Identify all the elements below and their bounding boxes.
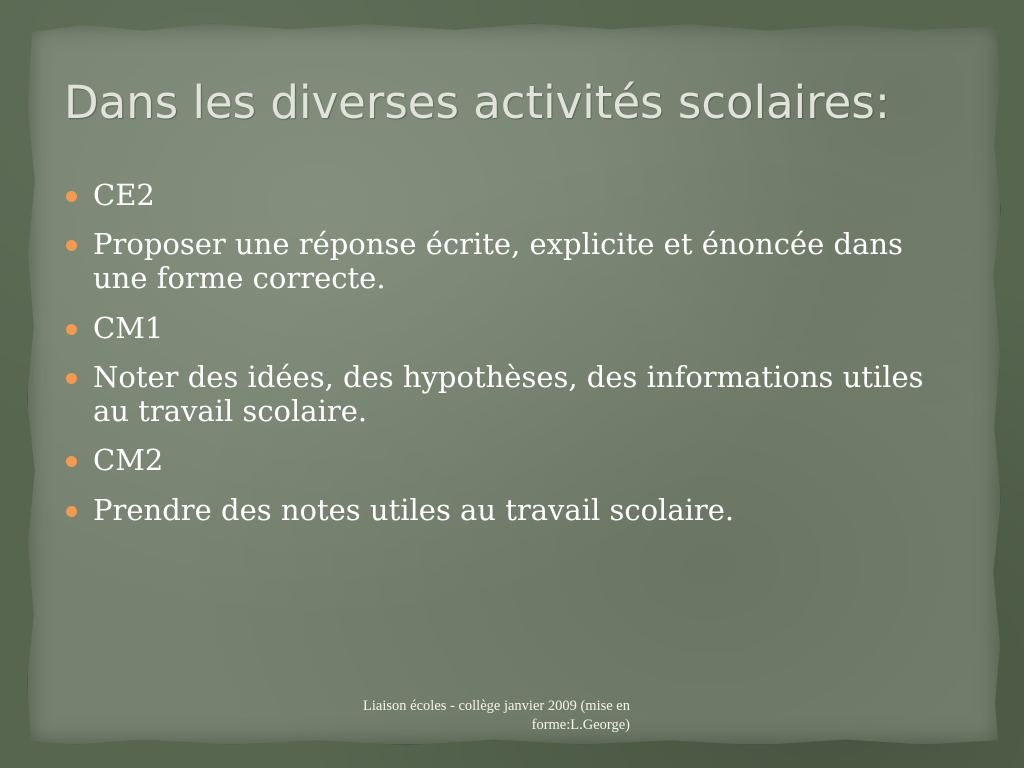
bullet-dot-icon	[66, 240, 77, 251]
bullet-list	[62, 178, 957, 542]
bullet-text: CE2	[93, 178, 155, 212]
bullet-item-cm2-objective	[62, 493, 957, 527]
footer-line: Liaison écoles - collège janvier 2009 (mise en	[363, 698, 630, 714]
bullet-item-ce2	[62, 178, 957, 212]
bullet-item-cm1-objective	[62, 360, 957, 428]
bullet-item-cm1	[62, 311, 957, 345]
bullet-dot-icon	[66, 456, 77, 467]
bullet-dot-icon	[66, 324, 77, 335]
bullet-text: CM2	[93, 443, 164, 478]
slide-title: Dans les diverses activités scolaires:	[64, 76, 890, 129]
bullet-text: Prendre des notes utiles au travail scolaire.	[93, 492, 735, 527]
slide-footer	[278, 697, 630, 734]
bullet-dot-icon	[66, 191, 77, 202]
footer-line: forme:L.George)	[531, 716, 630, 733]
bullet-dot-icon	[66, 506, 77, 517]
bullet-text: Proposer une réponse écrite, explicite et énoncée dans une forme correcte.	[93, 227, 903, 296]
bullet-item-ce2-objective	[62, 227, 957, 295]
bullet-item-cm2	[62, 443, 957, 477]
bullet-text: CM1	[93, 310, 164, 345]
bullet-text: Noter des idées, des hypothèses, des informations utiles au travail scolaire.	[93, 359, 924, 429]
bullet-dot-icon	[66, 373, 77, 384]
